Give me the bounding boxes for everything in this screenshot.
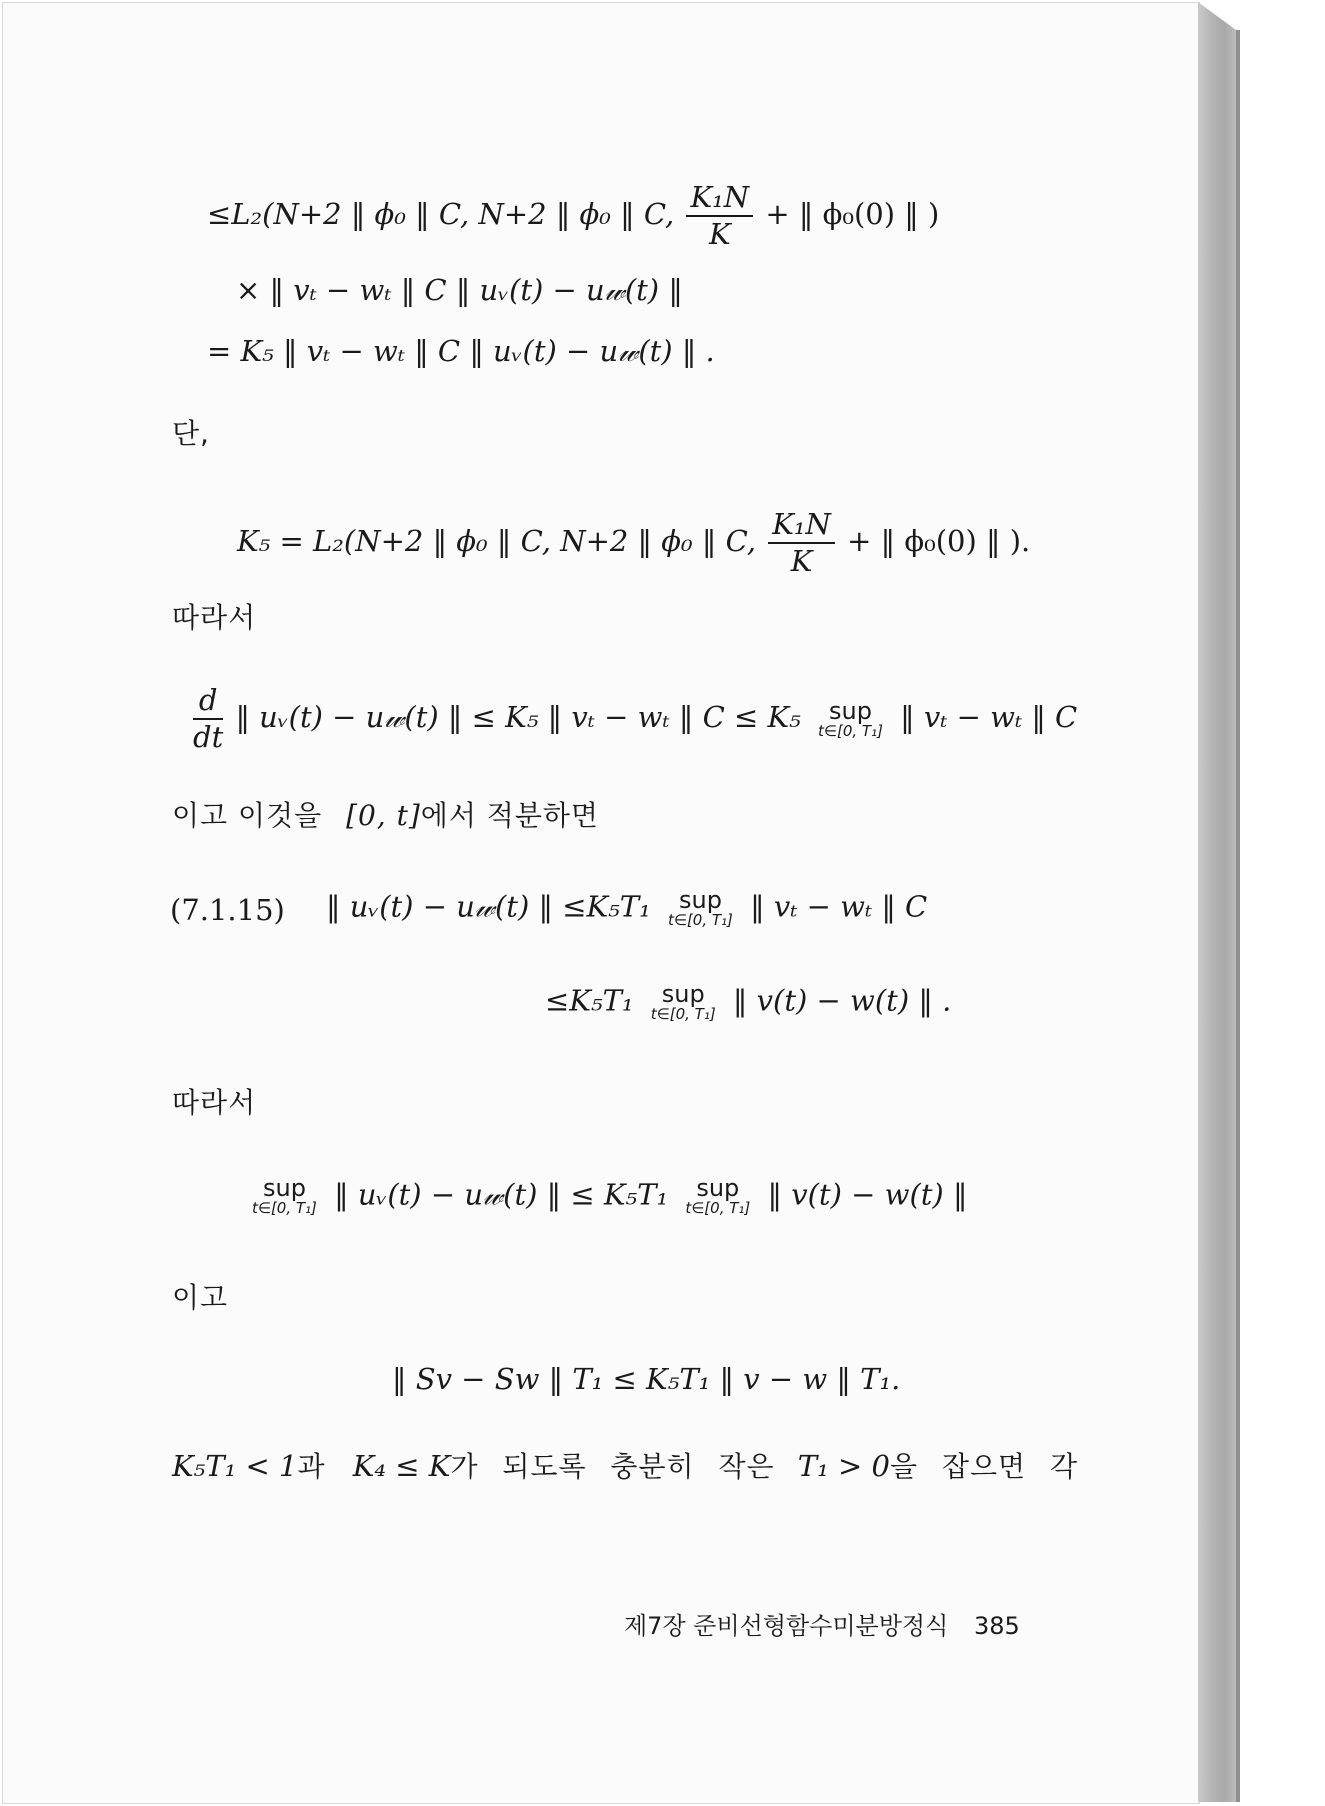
text-ttaraseo-1: 따라서 [172, 601, 257, 634]
text-igo-2: 이고 [172, 1281, 229, 1314]
text-ttaraseo-2: 따라서 [172, 1086, 257, 1119]
equation-line-3: = K₅ ‖ vₜ − wₜ ‖ C ‖ uᵥ(t) − u𝓌(t) ‖ . [207, 334, 715, 368]
text-last-a: K₅T₁ < 1 [172, 1449, 298, 1483]
equation-5-sup-range: t∈[0, T₁] [818, 721, 883, 740]
footer-chapter: 제7장 준비선형함수미분방정식 [624, 1612, 949, 1640]
text-interval: [0, t] [346, 799, 421, 832]
equation-8-mid: ‖ uᵥ(t) − u𝓌(t) ‖ ≤ K₅T₁ [334, 1177, 669, 1212]
equation-6-sup-range: t∈[0, T₁] [668, 911, 733, 929]
equation-5-fraction [193, 683, 224, 754]
equation-8-sup-left-operator: sup [262, 1174, 306, 1202]
text-igo-tail: 에서 적분하면 [420, 799, 599, 832]
equation-8-sup-right-range: t∈[0, T₁] [685, 1199, 751, 1217]
equation-5-fraction-numerator: d [193, 686, 223, 720]
equation-4-fraction [768, 507, 835, 578]
equation-8-sup-right-operator: sup [696, 1174, 740, 1202]
equation-1-fraction-numerator: K₁N [686, 183, 753, 217]
equation-6-tail: ‖ vₜ − wₜ ‖ C [750, 889, 928, 924]
equation-5-sup [818, 696, 883, 740]
equation-line-2: × ‖ vₜ − wₜ ‖ C ‖ uᵥ(t) − u𝓌(t) ‖ [236, 273, 683, 307]
text-last-d: 가 되도록 충분히 작은 [450, 1450, 775, 1483]
text-dan: 단, [172, 417, 210, 450]
equation-4-fraction-denominator: K [790, 544, 813, 578]
equation-line-6 [326, 888, 927, 929]
equation-4-fraction-numerator: K₁N [768, 510, 835, 544]
equation-line-5 [190, 683, 1078, 754]
equation-1-fraction-denominator: K [708, 217, 731, 251]
equation-6-sup-operator: sup [678, 886, 722, 914]
equation-1-lead: ≤L₂(N+2 ‖ ϕ₀ ‖ C, N+2 ‖ ϕ₀ ‖ C, [207, 197, 675, 231]
footer-page-number: 385 [973, 1612, 1020, 1640]
equation-8-sup-left [252, 1176, 317, 1217]
text-last-e: T₁ > 0 [797, 1449, 890, 1483]
text-last-c: K₄ ≤ K [352, 1449, 451, 1483]
equation-line-9: ‖ Sv − Sw ‖ T₁ ≤ K₅T₁ ‖ v − w ‖ T₁. [392, 1362, 901, 1396]
text-integrate-line [172, 799, 599, 832]
equation-6-lead: ‖ uᵥ(t) − u𝓌(t) ‖ ≤K₅T₁ [326, 889, 651, 924]
equation-6-sup [668, 888, 733, 929]
equation-line-7 [545, 982, 951, 1023]
equation-8-sup-right [685, 1176, 750, 1217]
text-last-f: 을 잡으면 각 [889, 1450, 1078, 1483]
page-footer [624, 1614, 1020, 1638]
equation-8-tail: ‖ v(t) − w(t) ‖ [767, 1177, 968, 1212]
equation-number: (7.1.15) [170, 893, 285, 927]
equation-4-lead: K₅ = L₂(N+2 ‖ ϕ₀ ‖ C, N+2 ‖ ϕ₀ ‖ C, [237, 524, 756, 558]
equation-5-fraction-denominator: dt [193, 720, 224, 754]
equation-5-tail: ‖ vₜ − wₜ ‖ C [900, 700, 1078, 734]
equation-line-1 [207, 180, 940, 251]
equation-7-lead: ≤K₅T₁ [545, 983, 634, 1018]
equation-7-sup [651, 982, 716, 1023]
equation-5-sup-operator: sup [829, 696, 872, 725]
text-last-b: 과 [297, 1450, 326, 1483]
book-spine [1198, 2, 1236, 1802]
equation-7-sup-range: t∈[0, T₁] [650, 1005, 716, 1023]
equation-8-sup-left-range: t∈[0, T₁] [252, 1199, 317, 1217]
text-igo-lead: 이고 이것을 [172, 799, 323, 832]
equation-1-tail: + ‖ ϕ₀(0) ‖ ) [765, 197, 940, 231]
equation-1-fraction [686, 180, 753, 251]
equation-line-8 [252, 1176, 967, 1217]
text-last-line [172, 1449, 1078, 1483]
equation-4-tail: + ‖ ϕ₀(0) ‖ ). [847, 524, 1031, 558]
book-spine-edge [1236, 30, 1240, 1802]
equation-7-tail: ‖ v(t) − w(t) ‖ . [732, 983, 952, 1018]
equation-line-4 [237, 507, 1031, 578]
equation-7-sup-operator: sup [661, 980, 705, 1008]
equation-5-mid: ‖ uᵥ(t) − u𝓌(t) ‖ ≤ K₅ ‖ vₜ − wₜ ‖ C ≤ K₅ [235, 700, 801, 734]
